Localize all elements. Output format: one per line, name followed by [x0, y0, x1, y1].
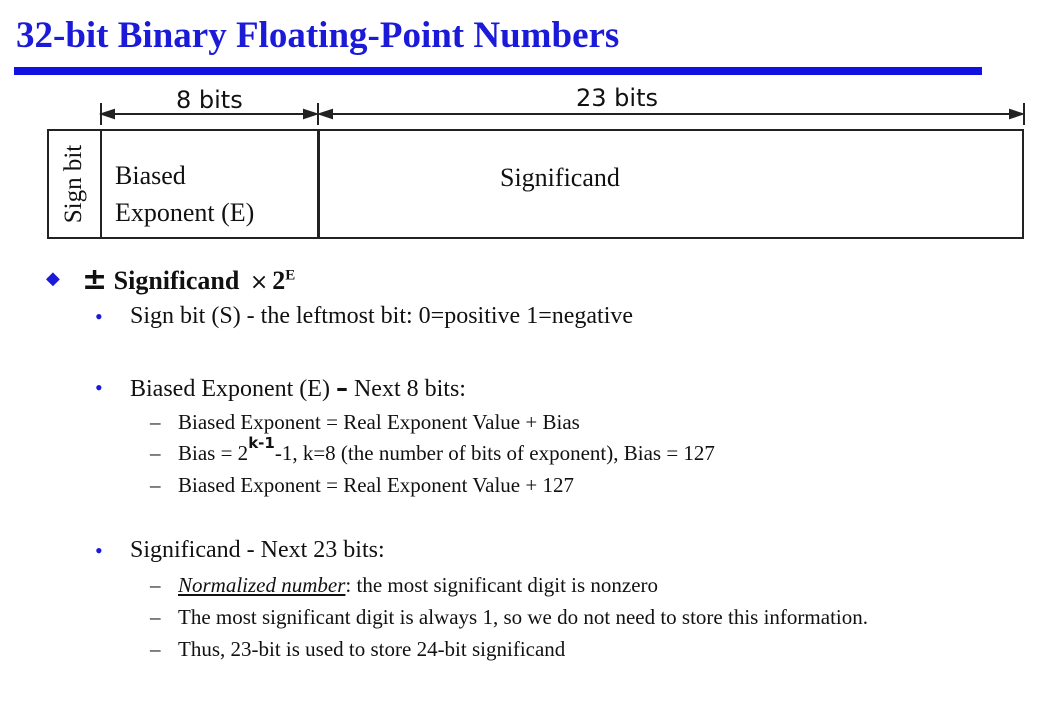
bullet-icon: •: [95, 375, 103, 400]
page-title: 32-bit Binary Floating-Point Numbers: [16, 15, 620, 56]
normalized-number-term: Normalized number: [178, 573, 346, 597]
dash-icon: –: [150, 441, 161, 465]
exponent-field-line1: Biased: [115, 161, 186, 190]
exponent-sub-3: Biased Exponent = Real Exponent Value + 127: [178, 473, 574, 497]
arrowhead-left-2: [320, 110, 332, 118]
dash-icon: –: [150, 605, 161, 629]
field-divider-2: [317, 131, 320, 239]
bias-superscript: k-1: [248, 434, 275, 452]
plus-minus-symbol: ±: [82, 262, 108, 297]
formula-base: 2: [272, 266, 286, 295]
bullet-icon: •: [95, 304, 103, 329]
formula: [82, 262, 295, 297]
significand-sub-2: The most significant digit is always 1, so we do not need to store this information.: [178, 605, 868, 629]
formula-exponent: E: [285, 267, 296, 284]
exponent-bits-label: 8 bits: [176, 86, 243, 114]
formula-significand: Significand: [113, 266, 240, 295]
significand-sub-3: Thus, 23-bit is used to store 24-bit significand: [178, 637, 566, 661]
significand-sub-1: Normalized number: the most significant digit is nonzero: [178, 573, 659, 597]
exponent-sub-1: Biased Exponent = Real Exponent Value + Bias: [178, 410, 580, 434]
exponent-field: [115, 157, 254, 231]
significand-bits-label: 23 bits: [576, 84, 658, 112]
sign-bit-description: Sign bit (S) - the leftmost bit: 0=positive 1=negative: [130, 303, 634, 329]
exponent-field-line2: Exponent (E): [115, 198, 255, 227]
bit-width-arrows: [0, 0, 1040, 130]
dash-icon: –: [150, 573, 161, 597]
significand-field: Significand: [500, 163, 620, 192]
times-symbol: ×: [249, 270, 269, 295]
arrowhead-right-2: [1010, 110, 1022, 118]
sign-bit-label: Sign bit: [60, 144, 87, 224]
arrowhead-left: [102, 110, 114, 118]
sign-bit-field: [47, 129, 101, 239]
diamond-bullet-icon: ◆: [46, 268, 60, 288]
dash-icon: –: [150, 637, 161, 661]
bullet-icon: •: [95, 538, 103, 563]
dash-icon: –: [150, 410, 161, 434]
arrowhead-right: [304, 110, 316, 118]
exponent-heading: Biased Exponent (E) – Next 8 bits:: [130, 374, 466, 402]
significand-heading: Significand - Next 23 bits:: [130, 537, 385, 563]
exponent-sub-2: Bias = $2^{k-1}-1$, k=8 (the number of bits of exponent), Bias = 127: [178, 434, 715, 465]
dash-icon: –: [150, 473, 161, 497]
